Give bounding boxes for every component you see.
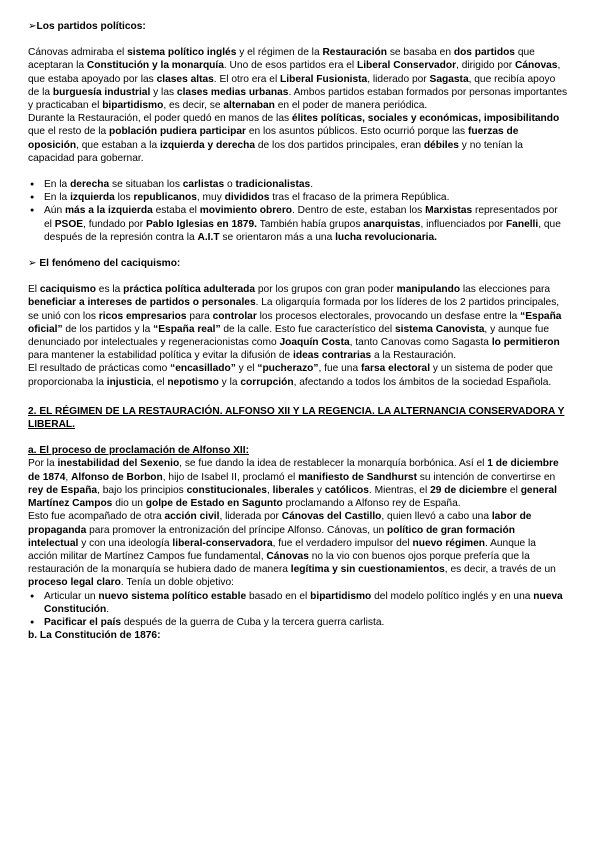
bold-text: general Martínez Campos: [28, 484, 557, 510]
bold-text: clases medias urbanas: [176, 86, 289, 98]
bullet-item: ● En la derecha se situaban los carlistas o tradicionalistas.: [28, 178, 568, 191]
bold-text: burguesía industrial: [52, 86, 151, 98]
bold-text: “encasillado”: [170, 363, 236, 375]
bold-text: injusticia: [106, 376, 151, 388]
bold-text: bipartidismo: [310, 590, 372, 602]
bold-text: nepotismo: [167, 376, 219, 388]
bullet-item: ● Aún más a la izquierda estaba el movimiento obrero. Dentro de este, estaban los Marxistas representados por el PSOE, fundado por Pablo Iglesias en 1879. También había grupos anarquistas, influenciados por Fanelli, que después de la represión contra la A.I.T se orientaron más a una lucha revolucionaria.: [28, 204, 568, 244]
bold-text: lucha revolucionaria.: [335, 231, 438, 243]
bold-text: nueva Constitución: [44, 590, 563, 615]
bullet-item: ● Articular un nuevo sistema político estable basado en el bipartidismo del modelo político inglés y en una nueva Constitución.: [28, 590, 568, 616]
bullet-list-objetivos: [28, 590, 568, 630]
bold-text: sistema Canovista: [394, 323, 485, 335]
bold-text: ricos empresarios: [98, 310, 187, 322]
bold-text: Cánovas del Castillo: [281, 511, 382, 523]
bold-text: débiles: [423, 139, 459, 151]
bold-text: movimiento obrero: [199, 205, 293, 217]
bold-text: 29 de diciembre: [430, 484, 508, 496]
bold-text: ideas contrarias: [293, 350, 372, 362]
bold-text: clases altas: [156, 73, 214, 85]
bold-text: Joaquín Costa: [279, 337, 350, 349]
paragraph-partidos-2: Durante la Restauración, el poder quedó en manos de las élites políticas, sociales y económicas, imposibilitando que el resto de la población pudiera participar en los asuntos públicos. Esto ocurrió porque las fuerzas de oposición, que estaban a la izquierda y derecha de los dos partidos principales, eran débiles y no tenían la capacidad para gobernar.: [28, 113, 560, 164]
bold-text: sistema político inglés: [127, 47, 237, 59]
bullet-item: ● Pacificar el país después de la guerra de Cuba y la tercera guerra carlista.: [28, 616, 568, 629]
bold-text: izquierda: [70, 192, 115, 204]
bold-text: nuevo sistema político estable: [98, 590, 247, 602]
bold-text: más a la izquierda: [64, 205, 153, 217]
bold-text: dos partidos: [453, 47, 515, 59]
section-title-regimen: 2. EL RÉGIMEN DE LA RESTAURACIÓN. ALFONSO XII Y LA REGENCIA. LA ALTERNANCIA CONSERVADORA Y LIBERAL.: [28, 405, 565, 431]
paragraph-caciquismo-2: El resultado de prácticas como “encasillado” y el “pucherazo”, fue una farsa electoral y un sistema de poder que proporcionaba la injusticia, el nepotismo y la corrupción, afectando a todos los ámbitos de la sociedad Española.: [28, 363, 553, 388]
bold-text: práctica política adulterada: [123, 284, 256, 296]
bold-text: liberal-conservadora: [172, 537, 273, 549]
bold-text: tradicionalistas: [235, 179, 311, 191]
bold-text: inestabilidad del Sexenio: [57, 458, 180, 470]
bold-text: Sagasta: [429, 73, 469, 85]
paragraph-partidos-1: Cánovas admiraba el sistema político inglés y el régimen de la Restauración se basaba en dos partidos que aceptaran la Constitución y la monarquía. Uno de esos partidos era el Liberal Conservador, dirigido por Cánovas, que estaba apoyado por las clases altas. El otro era el Liberal Fusionista, liderado por Sagasta, que recibía apoyo de la burguesía industrial y las clases medias urbanas. Ambos partidos estaban formados por personas importantes y practicaban el bipartidismo, es decir, se alternaban en el poder de manera periódica.: [28, 47, 568, 112]
bold-text: manipulando: [396, 284, 461, 296]
heading-caciquismo: ➢ El fenómeno del caciquismo:: [28, 258, 181, 270]
bold-text: PSOE: [54, 218, 84, 230]
bold-text: “España oficial”: [28, 310, 562, 335]
bold-text: Pacificar el país: [44, 616, 122, 628]
bold-text: Cánovas: [266, 550, 309, 562]
bold-text: Restauración: [322, 47, 387, 59]
bold-text: “pucherazo”: [257, 363, 319, 375]
bold-text: izquierda y derecha: [159, 139, 256, 151]
bold-text: bipartidismo: [102, 100, 164, 112]
bold-text: golpe de Estado en Sagunto: [145, 498, 283, 510]
bold-text: labor de propaganda: [28, 511, 532, 536]
paragraph-regimen-2: Esto fue acompañado de otra acción civil, liderada por Cánovas del Castillo, quien llevó a cabo una labor de propaganda para promover la entronización del príncipe Alfonso. Cánovas, un político de gran formación intelectual y con una ideología liberal-conservadora, fue el verdadero impulsor del nuevo régimen. Aunque la acción militar de Martínez Campos fue fundamental, Cánovas no la vio con buenos ojos porque prefería que la restauración de la monarquía se hubiera dado de manera legítima y sin cuestionamientos, es decir, a través de un proceso legal claro. Tenía un doble objetivo:: [28, 511, 556, 589]
subheading-proclamacion: a. El proceso de proclamación de Alfonso XII:: [28, 445, 249, 457]
bold-text: Liberal Fusionista: [280, 73, 368, 85]
bold-text: acción civil: [164, 511, 220, 523]
bold-text: Alfonso de Borbon: [71, 471, 163, 483]
bold-text: A.I.T: [197, 231, 220, 243]
bold-text: 1 de diciembre de 1874: [28, 458, 559, 483]
bold-text: manifiesto de Sandhurst: [298, 471, 417, 483]
bold-text: político de gran formación intelectual: [28, 524, 515, 549]
bold-text: farsa electoral: [360, 363, 431, 375]
bold-text: Liberal Conservador: [356, 60, 457, 72]
paragraph-caciquismo-1: El caciquismo es la práctica política adulterada por los grupos con gran poder manipulando las elecciones para beneficiar a intereses de partidos o personales. La oligarquía formada por los líderes de los 2 partidos principales, se unió con los ricos empresarios para controlar los procesos electorales, provocando un desfase entre la “España oficial” de los partidos y la “España real” de la calle. Esto fue característico del sistema Canovista, y aunque fue denunciado por intelectuales y regeneracionistas como Joaquín Costa, tanto Canovas como Sagasta lo permitieron para mantener la estabilidad política y evitar la difusión de ideas contrarias a la Restauración.: [28, 284, 562, 362]
bold-text: imposibilitando: [483, 113, 560, 125]
bold-text: Fanelli: [505, 218, 539, 230]
bold-text: constitucionales: [186, 484, 267, 496]
heading-partidos: ➢Los partidos políticos:: [28, 21, 146, 32]
bold-text: Cánovas: [514, 60, 558, 72]
bullet-item: ● En la izquierda los republicanos, muy divididos tras el fracaso de la primera República.: [28, 191, 568, 204]
bold-text: caciquismo: [39, 284, 96, 296]
bold-text: fuerzas de oposición: [28, 126, 519, 151]
bold-text: “España real”: [153, 323, 221, 335]
subheading-constitucion: b. La Constitución de 1876:: [28, 630, 161, 642]
bold-text: anarquistas: [363, 218, 421, 230]
bold-text: población pudiera participar: [109, 126, 246, 138]
bold-text: proceso legal claro: [28, 577, 121, 589]
bold-text: carlistas: [182, 179, 225, 191]
bold-text: alternaban: [223, 100, 275, 112]
bold-text: lo permitieron: [491, 337, 560, 349]
bold-text: derecha: [70, 179, 110, 191]
bold-text: republicanos: [133, 192, 197, 204]
bullet-list-oposicion: [28, 178, 568, 244]
bold-text: corrupción: [240, 376, 294, 388]
bold-text: rey de España: [28, 484, 98, 496]
bold-text: Pablo Iglesias en 1879.: [145, 218, 257, 230]
bold-text: divididos: [224, 192, 270, 204]
bold-text: controlar: [212, 310, 257, 322]
paragraph-regimen-1: Por la inestabilidad del Sexenio, se fue dando la idea de restablecer la monarquía borbónica. Así el 1 de diciembre de 1874, Alfonso de Borbon, hijo de Isabel II, proclamó el manifiesto de Sandhurst su intención de convertirse en rey de España, bajo los principios constitucionales, liberales y católicos. Mientras, el 29 de diciembre el general Martínez Campos dio un golpe de Estado en Sagunto proclamando a Alfonso rey de España.: [28, 458, 559, 510]
bold-text: nuevo régimen: [412, 537, 485, 549]
bold-text: élites políticas, sociales y económicas,: [291, 113, 482, 125]
bold-text: beneficiar a intereses de partidos o personales: [28, 297, 256, 309]
bold-text: Constitución y la monarquía: [86, 60, 224, 72]
bold-text: liberales: [272, 484, 314, 496]
bold-text: legítima y sin cuestionamientos: [290, 564, 445, 576]
bold-text: católicos: [324, 484, 369, 496]
bold-text: Marxistas: [425, 205, 473, 217]
